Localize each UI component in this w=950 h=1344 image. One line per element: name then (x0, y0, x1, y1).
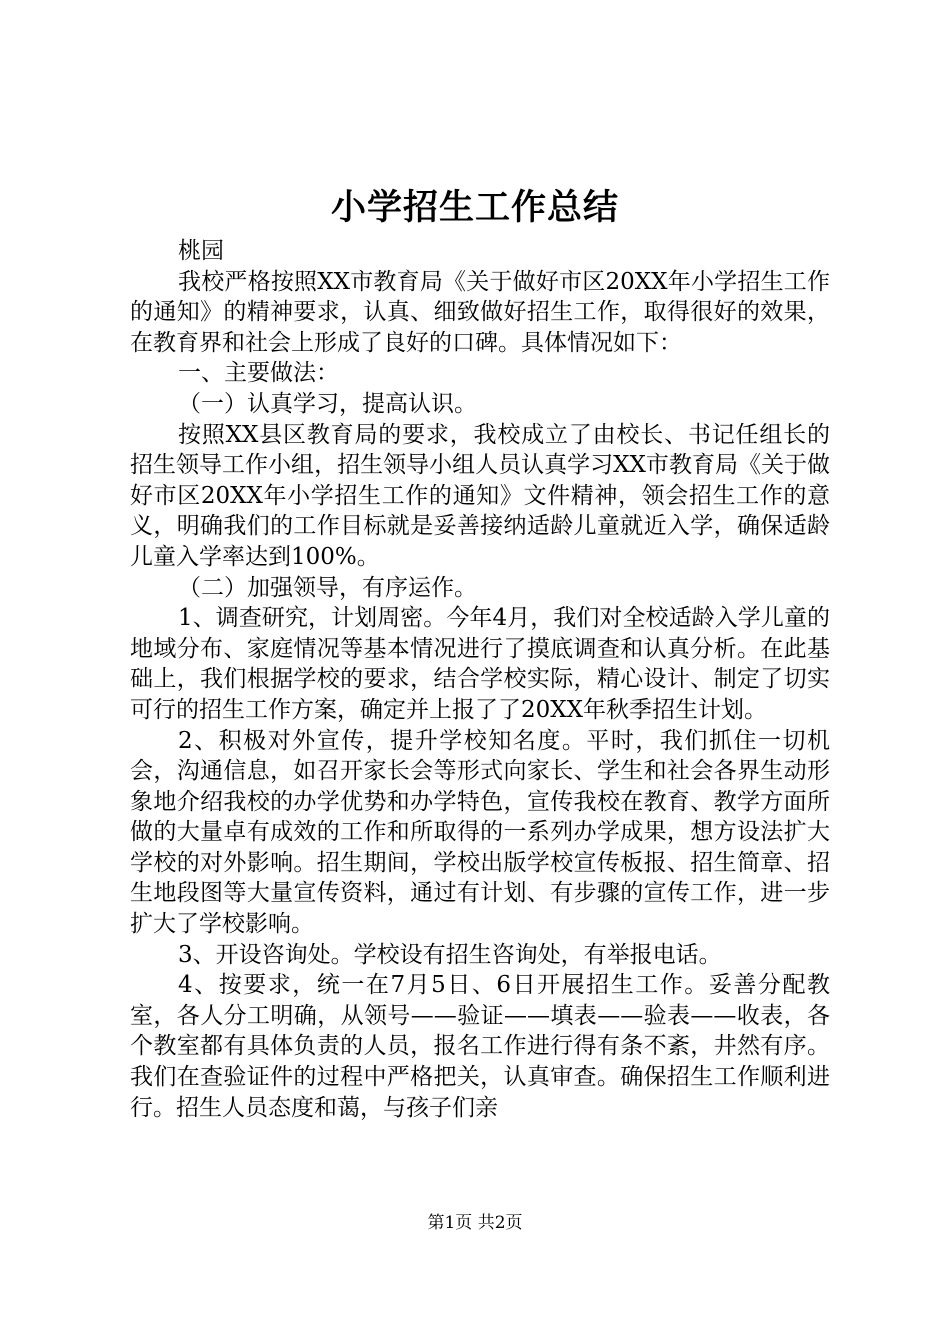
paragraph-item-2: 2、积极对外宣传，提升学校知名度。平时，我们抓住一切机会，沟通信息，如召开家长会等形式向家长、学生和社会各界生动形象地介绍我校的办学优势和办学特色，宣传我校在教育、教学方面所做的大量卓有成效的工作和所取得的一系列办学成果，想方设法扩大学校的对外影响。招生期间，学校出版学校宣传板报、招生简章、招生地段图等大量宣传资料，通过有计划、有步骤的宣传工作，进一步扩大了学校影响。 (130, 727, 830, 938)
subheading-study: （一）认真学习，提高认识。 (178, 390, 477, 417)
document-body (130, 236, 830, 1123)
author-line: 桃园 (178, 238, 224, 264)
section-heading-main-practices: 一、主要做法： (178, 360, 339, 387)
paragraph-item-1: 1、调查研究，计划周密。今年4月，我们对全校适龄入学儿童的地域分布、家庭情况等基本情况进行了摸底调查和认真分析。在此基础上，我们根据学校的要求，结合学校实际，精心设计、制定了切实可行的招生工作方案，确定并上报了了20XX年秋季招生计划。 (130, 605, 830, 723)
paragraph-study: 按照XX县区教育局的要求，我校成立了由校长、书记任组长的招生领导工作小组，招生领导小组人员认真学习XX市教育局《关于做好市区20XX年小学招生工作的通知》文件精神，领会招生工作的意义，明确我们的工作目标就是妥善接纳适龄儿童就近入学，确保适龄儿童入学率达到100%。 (130, 421, 830, 570)
document-title: 小学招生工作总结 (330, 187, 619, 228)
paragraph-item-3: 3、开设咨询处。学校设有招生咨询处，有举报电话。 (178, 941, 722, 968)
intro-paragraph: 我校严格按照XX市教育局《关于做好市区20XX年小学招生工作的通知》的精神要求，认真、细致做好招生工作，取得很好的效果，在教育界和社会上形成了良好的口碑。具体情况如下： (130, 268, 830, 356)
paragraph-item-4: 4、按要求，统一在7月5日、6日开展招生工作。妥善分配教室，各人分工明确，从领号——验证——填表——验表——收表，各个教室都有具体负责的人员，报名工作进行得有条不紊，井然有序。我们在查验证件的过程中严格把关，认真审查。确保招生工作顺利进行。招生人员态度和蔼，与孩子们亲 (130, 972, 830, 1121)
subheading-leadership: （二）加强领导，有序运作。 (178, 574, 477, 601)
page-footer: 第1页 共2页 (427, 1213, 523, 1233)
